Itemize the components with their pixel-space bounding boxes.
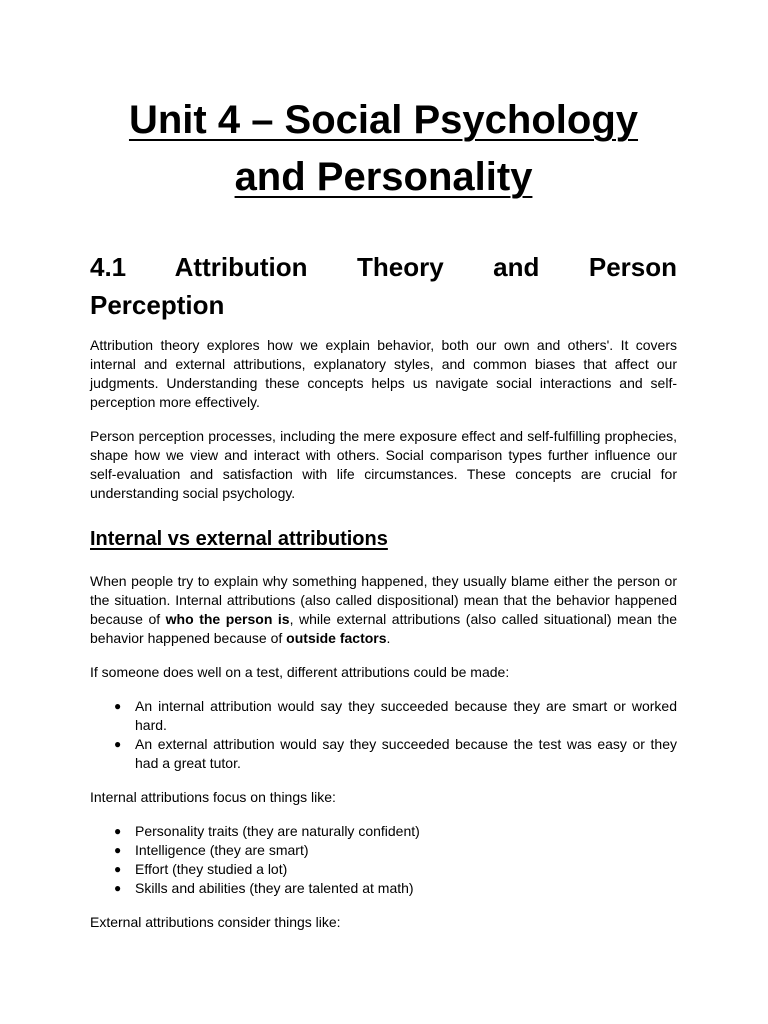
- explanation-text-2: , while external attributions (also called situational) mean the behavior happened because of: [90, 611, 678, 646]
- explanation-bold-2: outside factors: [286, 630, 387, 646]
- document-title-line-1: Unit 4 – Social Psychology: [128, 98, 639, 142]
- example-attributions-list: [90, 697, 677, 773]
- attribution-explanation-paragraph: [90, 572, 677, 648]
- bullet-icon: ●: [114, 843, 122, 857]
- list-item: [90, 822, 677, 841]
- list-item: [90, 860, 677, 879]
- document-page: [90, 92, 677, 932]
- bullet-icon: ●: [114, 737, 122, 751]
- test-example-paragraph: If someone does well on a test, different attributions could be made:: [90, 664, 510, 680]
- list-item-text: An internal attribution would say they succeeded because they are smart or worked hard.: [135, 698, 677, 733]
- intro-paragraph-2: Person perception processes, including the mere exposure effect and self-fulfilling prophecies, shape how we view and interact with others. Social comparison types further influence our self-evaluation and satisfaction with life circumstances. These concepts are crucial for understanding social psychology.: [90, 428, 677, 501]
- list-item-text: Effort (they studied a lot): [135, 861, 288, 877]
- subsection-heading: Internal vs external attributions: [90, 528, 388, 550]
- intro-paragraph-1: Attribution theory explores how we explain behavior, both our own and others'. It covers internal and external attributions, explanatory styles, and common biases that affect our judgments. Understanding these concepts helps us navigate social interactions and self-perception more effectively.: [90, 337, 677, 410]
- bullet-icon: ●: [114, 824, 122, 838]
- section-heading-line-2: Perception: [90, 290, 225, 320]
- explanation-text-1: When people try to explain why something happened, they usually blame either the person or the situation. Internal attributions (also called dispositional) mean that the behavior happened because of: [90, 573, 677, 627]
- explanation-text-3: .: [386, 630, 391, 646]
- list-item-text: Intelligence (they are smart): [135, 842, 309, 858]
- list-item: [90, 841, 677, 860]
- list-item-text: Personality traits (they are naturally confident): [135, 823, 420, 839]
- internal-attributions-list: [90, 822, 677, 898]
- list-item-text: An external attribution would say they succeeded because the test was easy or they had a great tutor.: [135, 736, 677, 771]
- bullet-icon: ●: [114, 699, 122, 713]
- external-consider-paragraph: External attributions consider things like:: [90, 914, 341, 930]
- bullet-icon: ●: [114, 881, 122, 895]
- section-heading-line-1: 4.1 Attribution Theory and Person: [90, 252, 677, 282]
- list-item: [90, 879, 677, 898]
- list-item: [90, 735, 677, 773]
- document-title-line-2: and Personality: [234, 155, 533, 199]
- list-item-text: Skills and abilities (they are talented at math): [135, 880, 414, 896]
- bullet-icon: ●: [114, 862, 122, 876]
- explanation-bold-1: who the person is: [165, 611, 290, 627]
- internal-focus-paragraph: Internal attributions focus on things like:: [90, 789, 336, 805]
- document-title: [90, 92, 677, 206]
- section-heading: [90, 248, 677, 324]
- list-item: [90, 697, 677, 735]
